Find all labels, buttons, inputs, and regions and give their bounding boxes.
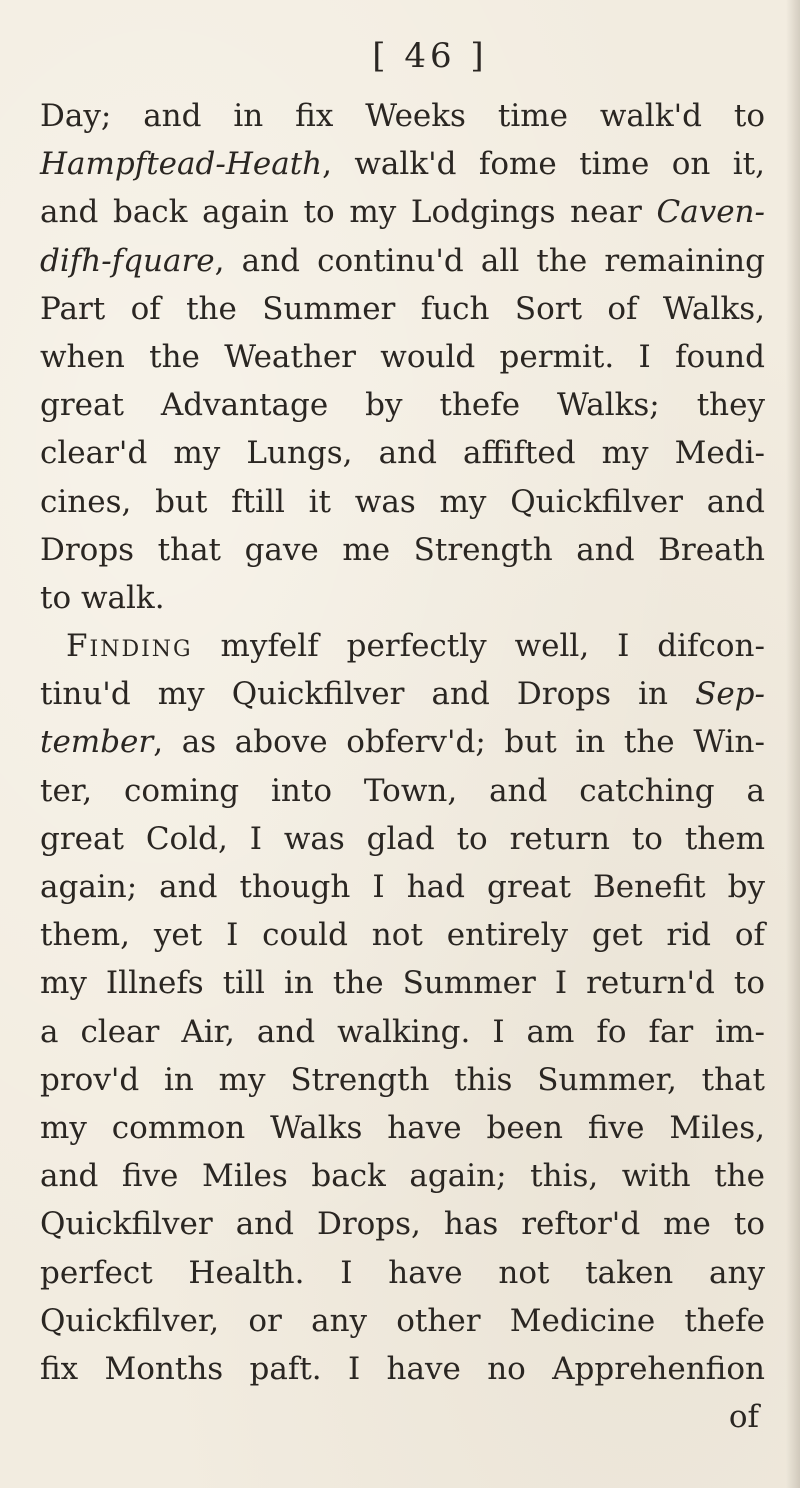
text-segment: my Illnefs till in the Summer I return'd to: [40, 965, 765, 1002]
text-line: [40, 959, 765, 1007]
text-line: [40, 478, 765, 526]
page-number: [ 46 ]: [372, 36, 488, 76]
text-segment: again; and though I had great Benefit by: [40, 869, 765, 905]
text-segment: difh-fquare: [40, 242, 215, 279]
text-line: [40, 622, 765, 670]
text-line: [40, 237, 765, 285]
text-line: [40, 1200, 765, 1248]
text-segment: Day; and in fix Weeks time walk'd to: [40, 98, 765, 134]
body-text: [40, 92, 765, 1441]
text-line: [40, 815, 765, 863]
text-segment: Finding: [66, 628, 193, 665]
text-segment: , and continu'd all the remaining: [214, 242, 765, 279]
text-segment: Drops that gave me Strength and Breath: [40, 531, 765, 568]
text-line: [40, 1104, 765, 1152]
text-segment: Hampftead-Heath: [40, 146, 323, 183]
text-segment: , as above obferv'd; but in the Win-: [153, 724, 765, 761]
text-line: [40, 1152, 765, 1200]
text-segment: a clear Air, and walking. I am fo far im-: [40, 1013, 765, 1050]
text-line: [40, 1008, 765, 1056]
text-segment: and five Miles back again; this, with the: [40, 1158, 765, 1195]
text-line: [40, 140, 765, 188]
text-segment: tinu'd my Quickfilver and Drops in: [40, 676, 696, 713]
text-segment: cines, but ftill it was my Quickfilver and: [40, 483, 765, 520]
text-line: [40, 285, 765, 333]
text-line: [40, 1297, 765, 1345]
text-line: [40, 1056, 765, 1104]
text-segment: fix Months paft. I have no Apprehenfion: [40, 1350, 765, 1387]
text-line: [40, 718, 765, 766]
text-segment: myfelf perfectly well, I difcon-: [192, 628, 765, 665]
text-segment: my common Walks have been five Miles,: [40, 1109, 765, 1146]
page-edge-shadow: [786, 0, 800, 1488]
text-segment: to walk.: [40, 579, 165, 616]
text-segment: perfect Health. I have not taken any: [40, 1254, 765, 1291]
text-line: [40, 574, 765, 622]
text-line: [40, 429, 765, 477]
catchword: of: [728, 1399, 759, 1436]
text-line: [40, 911, 765, 959]
text-segment: Sep-: [695, 676, 765, 713]
text-segment: Quickfilver, or any other Medicine thefe: [40, 1302, 765, 1339]
text-line: [40, 188, 765, 236]
text-segment: when the Weather would permit. I found: [40, 338, 765, 375]
text-line: [40, 381, 765, 429]
text-segment: tember: [40, 724, 154, 761]
text-line: [40, 526, 765, 574]
text-segment: prov'd in my Strength this Summer, that: [40, 1061, 765, 1098]
text-segment: clear'd my Lungs, and affifted my Medi-: [40, 435, 765, 472]
text-segment: them, yet I could not entirely get rid of: [40, 917, 765, 954]
text-segment: Quickfilver and Drops, has reftor'd me to: [40, 1206, 765, 1243]
text-line: [40, 333, 765, 381]
text-line: [40, 92, 765, 140]
text-segment: and back again to my Lodgings near: [40, 194, 657, 231]
text-segment: Caven-: [656, 194, 765, 231]
text-line: [40, 1249, 765, 1297]
text-line: [40, 670, 765, 718]
text-segment: great Cold, I was glad to return to them: [40, 820, 765, 857]
text-segment: great Advantage by thefe Walks; they: [40, 387, 765, 424]
text-line: [40, 863, 765, 911]
text-segment: ter, coming into Town, and catching a: [40, 772, 765, 809]
text-line: [40, 767, 765, 815]
text-line: [40, 1345, 765, 1393]
text-segment: , walk'd fome time on it,: [322, 146, 765, 183]
text-segment: Part of the Summer fuch Sort of Walks,: [40, 290, 765, 327]
